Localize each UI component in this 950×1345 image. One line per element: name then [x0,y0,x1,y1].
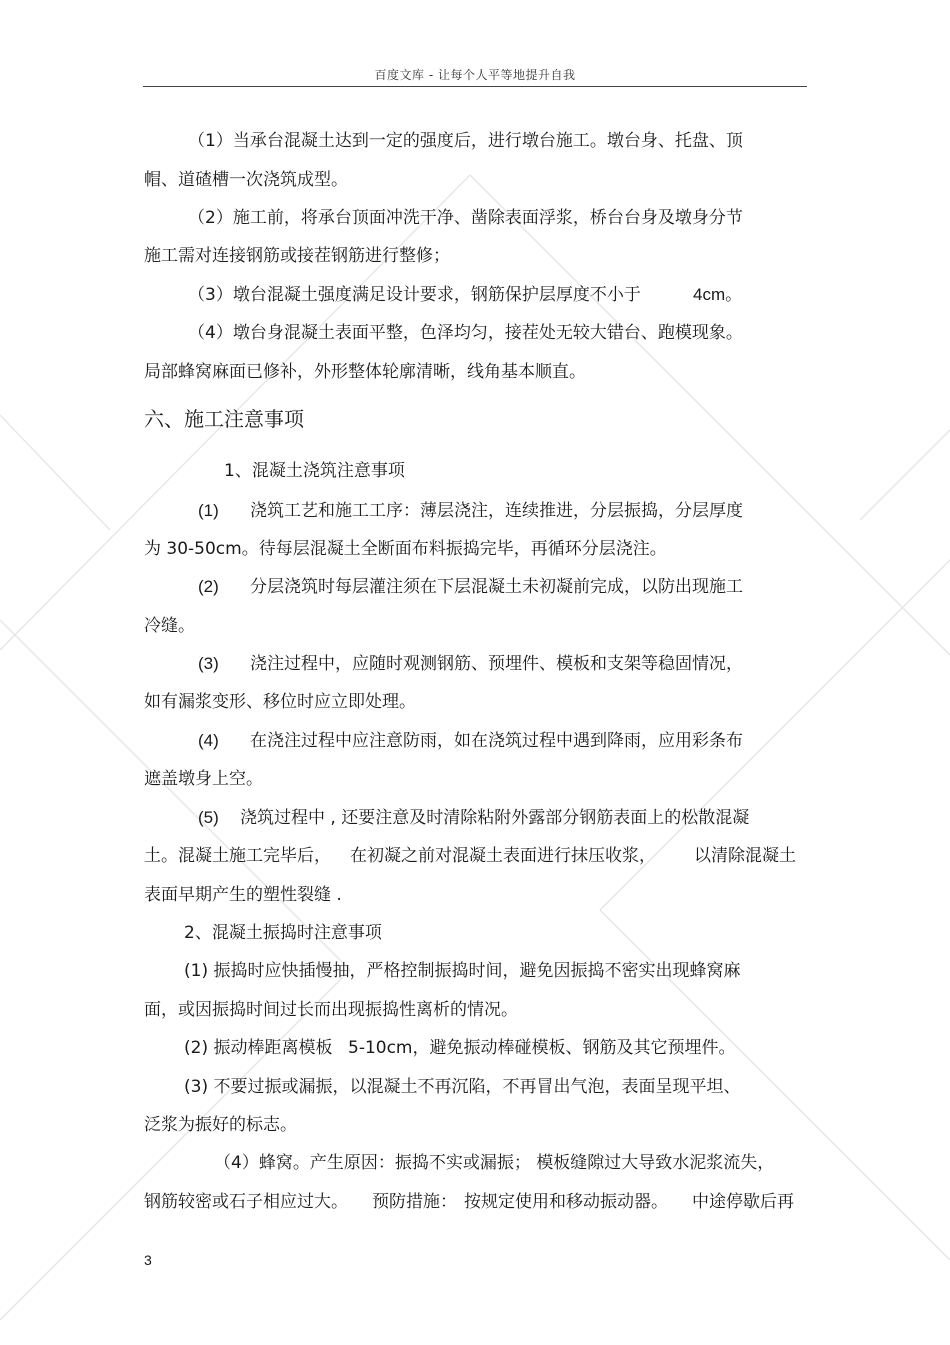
item-1-4-line-1: 在浇注过程中应注意防雨，如在浇筑过程中遇到降雨，应用彩条布 [250,731,743,751]
paragraph-1-line-1: （1）当承台混凝土达到一定的强度后，进行墩台施工。墩台身、托盘、顶 [188,131,743,151]
paragraph-2-line-2: 施工需对连接钢筋或接茬钢筋进行整修； [144,246,450,266]
subsection-2-heading: 2、混凝土振捣时注意事项 [184,923,382,943]
item-2-1-line-1: (1) 振捣时应快插慢抽，严格控制振捣时间，避免因振捣不密实出现蜂窝麻 [184,961,741,981]
section-6-heading: 六、施工注意事项 [144,407,304,431]
paragraph-1-line-2: 帽、道碴槽一次浇筑成型。 [144,170,348,190]
page-header: 百度文库 - 让每个人平等地提升自我 [374,68,576,82]
item-2-4-line-2b: 预防措施： [372,1192,457,1212]
item-1-5-line-2a: 土。混凝土施工完毕后， [144,846,331,866]
item-2-1-line-2: 面，或因振捣时间过长而出现振捣性离析的情况。 [144,1000,518,1020]
item-1-2-line-2: 冷缝。 [144,616,195,636]
item-2-4-line-2a: 钢筋较密或石子相应过大。 [144,1192,348,1212]
item-2-3-line-1: (3) 不要过振或漏振，以混凝土不再沉陷，不再冒出气泡，表面呈现平坦、 [184,1077,741,1097]
item-2-2-line-1b: 5-10cm，避免振动棒碰模板、钢筋及其它预埋件。 [348,1038,736,1058]
item-2-3-line-2: 泛浆为振好的标志。 [144,1115,297,1135]
paragraph-3-line-1: （3）墩台混凝土强度满足设计要求，钢筋保护层厚度不小于 [188,285,641,305]
paragraph-4-line-1: （4）墩台身混凝土表面平整，色泽均匀，接茬处无较大错台、跑模现象。 [188,323,743,343]
document-body [144,0,804,1345]
paragraph-3-value: 4cm。 [693,285,743,304]
page-number: 3 [144,1252,152,1268]
item-2-4-line-2c: 按规定使用和移动振动器。 [464,1192,668,1212]
item-1-1-line-2: 为 30-50cm。待每层混凝土全断面布料振捣完毕，再循环分层浇注。 [144,539,667,559]
item-1-4-line-2: 遮盖墩身上空。 [144,769,263,789]
item-1-5-line-2b: 在初凝之前对混凝土表面进行抹压收浆， [350,846,656,866]
item-1-4-number: (4) [198,731,219,750]
item-1-1-number: (1) [198,501,219,520]
item-1-1-line-1: 浇筑工艺和施工工序：薄层浇注，连续推进，分层振捣，分层厚度 [250,501,743,521]
paragraph-4-line-2: 局部蜂窝麻面已修补，外形整体轮廓清晰，线角基本顺直。 [144,362,586,382]
item-1-5-line-3: 表面早期产生的塑性裂缝 . [144,885,342,905]
item-2-4-line-1: （4）蜂窝。产生原因：振捣不实或漏振； 模板缝隙过大导致水泥浆流失， [214,1153,775,1173]
item-1-5-line-2c: 以清除混凝土 [694,846,796,866]
item-1-3-line-2: 如有漏浆变形、移位时应立即处理。 [144,692,416,712]
item-1-2-number: (2) [198,577,219,596]
item-2-2-line-1a: (2) 振动棒距离模板 [184,1038,333,1058]
subsection-1-heading: 1、混凝土浇筑注意事项 [224,461,405,481]
item-2-4-line-2d: 中途停歇后再 [692,1192,794,1212]
item-1-3-number: (3) [198,654,219,673]
item-1-5-number: (5) [198,808,219,827]
paragraph-2-line-1: （2）施工前，将承台顶面冲洗干净、凿除表面浮浆，桥台台身及墩身分节 [188,208,743,228]
item-1-5-line-1: 浇筑过程中 , 还要注意及时清除粘附外露部分钢筋表面上的松散混凝 [240,808,750,828]
item-1-2-line-1: 分层浇筑时每层灌注须在下层混凝土未初凝前完成，以防出现施工 [250,577,743,597]
item-1-3-line-1: 浇注过程中，应随时观测钢筋、预埋件、模板和支架等稳固情况， [250,654,743,674]
